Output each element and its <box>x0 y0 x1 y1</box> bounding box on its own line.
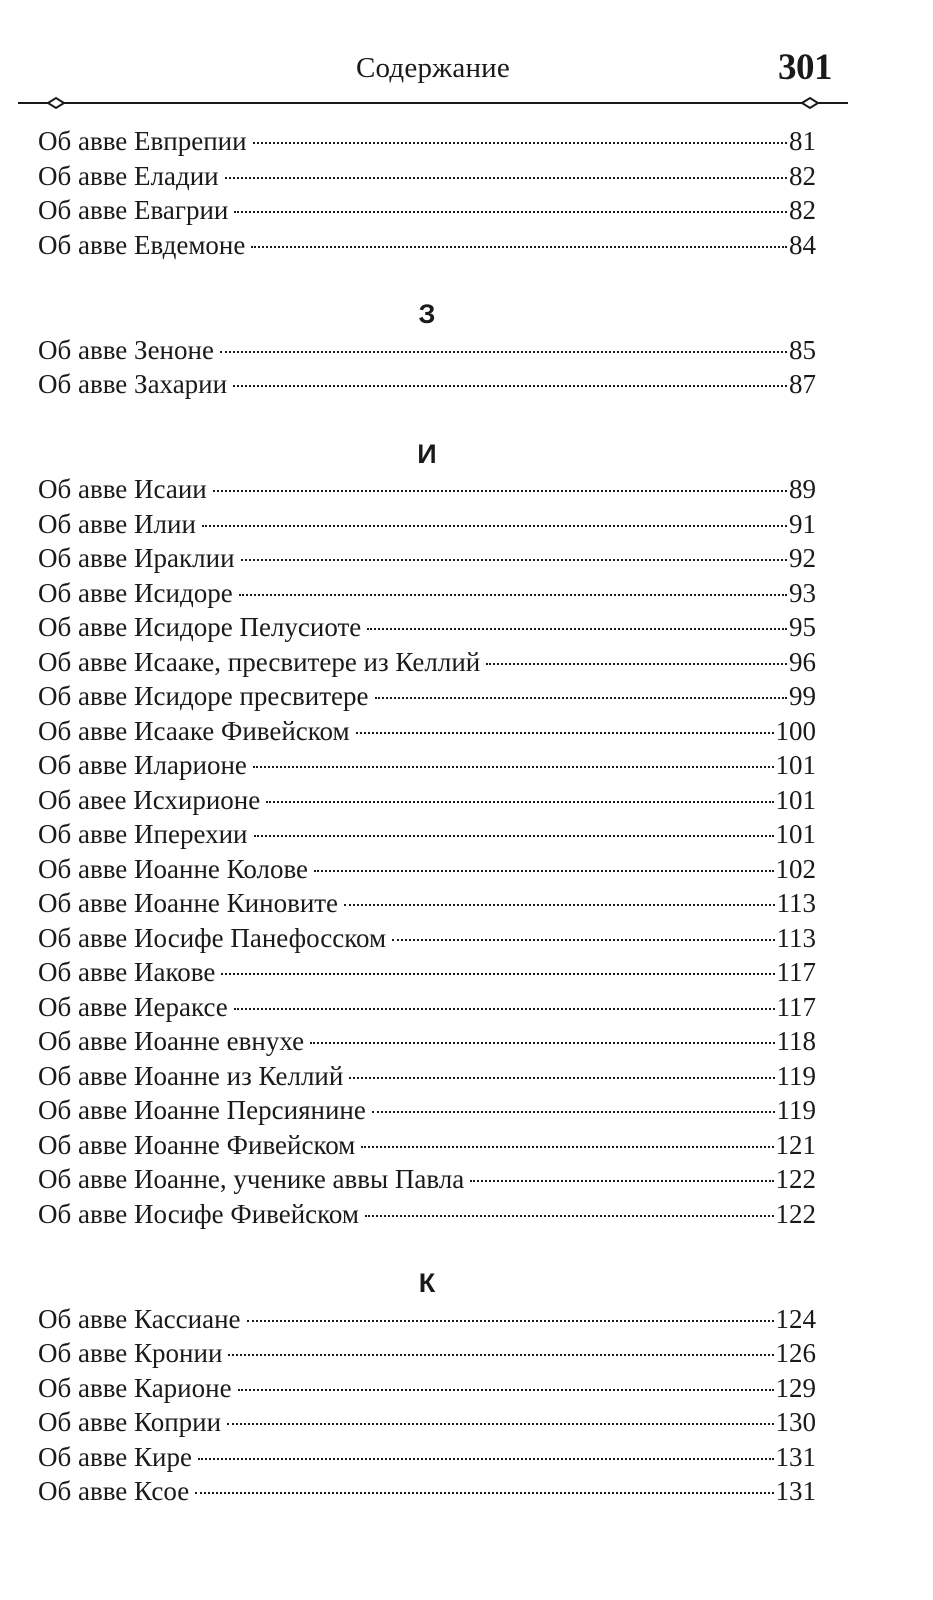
dot-leader <box>228 1354 773 1356</box>
toc-entry-title: Об авве Захарии <box>38 369 228 399</box>
dot-leader <box>253 766 774 768</box>
dot-leader <box>367 628 787 630</box>
toc-entry-title: Об авве Евагрии <box>38 195 229 225</box>
toc-entry-title: Об авве Иоанне, ученике аввы Павла <box>38 1164 465 1194</box>
toc-entry-page: 101 <box>775 750 816 780</box>
toc-entry-title: Об авве Евдемоне <box>38 229 246 260</box>
section-letter: К <box>418 1268 436 1298</box>
toc-entry[interactable] <box>38 1440 816 1475</box>
toc-entry-page: 101 <box>775 819 816 849</box>
toc-entry-page: 93 <box>789 577 816 608</box>
dot-leader <box>225 177 787 179</box>
toc-entry-page: 81 <box>789 126 816 156</box>
toc-entry[interactable] <box>38 124 816 159</box>
dot-leader <box>213 490 787 492</box>
toc-entry[interactable] <box>38 886 816 921</box>
toc-entry-page: 85 <box>789 334 816 365</box>
toc-entry-title: Об авве Ксое <box>38 1476 190 1506</box>
toc-entry-title: Об авве Иосифе Панефосском <box>38 922 387 953</box>
toc-entry-title: Об авве Зеноне <box>38 334 214 365</box>
dot-leader <box>198 1458 774 1460</box>
toc-entry-page: 119 <box>776 1060 816 1091</box>
dot-leader <box>365 1215 774 1217</box>
toc-entry[interactable] <box>38 507 816 542</box>
dot-leader <box>470 1180 773 1182</box>
toc-entry-title: Об авве Евпрепии <box>38 126 247 156</box>
toc-entry[interactable] <box>38 541 816 576</box>
toc-entry-title: Об авве Ираклии <box>38 543 235 573</box>
toc-entry[interactable] <box>38 1371 816 1406</box>
toc-entry-page: 102 <box>775 853 816 884</box>
dot-leader <box>266 801 773 803</box>
dot-leader <box>361 1146 773 1148</box>
dot-leader <box>310 1042 774 1044</box>
toc-entry-title: Об авве Иакове <box>38 957 216 987</box>
toc-entry-page: 91 <box>789 508 816 539</box>
toc-entry[interactable] <box>38 1405 816 1440</box>
dot-leader <box>392 939 774 941</box>
toc-entry[interactable] <box>38 367 816 402</box>
toc-entry-page: 99 <box>789 681 816 711</box>
toc-entry-title: Об авве Иоанне Персиянине <box>38 1095 366 1125</box>
toc-entry[interactable] <box>38 1162 816 1197</box>
dot-leader <box>372 1111 775 1113</box>
toc-entry-page: 126 <box>775 1338 816 1368</box>
page-number: 301 <box>778 47 832 88</box>
toc-entry[interactable] <box>38 576 816 611</box>
toc-entry-page: 100 <box>775 715 816 746</box>
toc-entry-title: Об авве Иоанне из Келлий <box>38 1060 344 1091</box>
toc-entry-title: Об авве Исидоре Пелусиоте <box>38 612 362 642</box>
toc-entry-page: 113 <box>776 888 816 918</box>
toc-entry-title: Об авве Кронии <box>38 1338 223 1368</box>
toc-entry[interactable] <box>38 1024 816 1059</box>
toc-entry[interactable] <box>38 679 816 714</box>
toc-entry-title: Об авве Исидоре пресвитере <box>38 681 369 711</box>
toc-entry-title: Об авве Кире <box>38 1441 192 1472</box>
section-letter: И <box>417 438 437 469</box>
dot-leader <box>195 1492 773 1494</box>
toc-entry[interactable] <box>38 472 816 507</box>
toc-entry[interactable] <box>38 610 816 645</box>
toc-entry-title: Об авве Еладии <box>38 160 219 191</box>
toc-entry[interactable] <box>38 921 816 956</box>
toc-entry-title: Об авве Иосифе Фивейском <box>38 1198 359 1229</box>
toc-entry-page: 113 <box>776 922 816 953</box>
toc-entry-page: 131 <box>775 1441 816 1472</box>
toc-entry-page: 130 <box>775 1407 816 1437</box>
toc-entry[interactable] <box>38 1059 816 1094</box>
toc-entry-title: Об авве Исааке Фивейском <box>38 715 350 746</box>
dot-leader <box>221 973 774 975</box>
toc-entry-title: Об авве Коприи <box>38 1407 222 1437</box>
toc-entry-title: Об авве Исааке, пресвитере из Келлий <box>38 646 481 677</box>
toc-entry[interactable] <box>38 990 816 1025</box>
section-letter: З <box>418 299 436 329</box>
running-head <box>18 44 848 100</box>
toc-entry[interactable] <box>38 159 816 194</box>
toc-entry-page: 122 <box>775 1164 816 1194</box>
dot-leader <box>344 904 774 906</box>
toc-entry-page: 82 <box>789 160 816 191</box>
dot-leader <box>239 594 787 596</box>
toc-entry[interactable] <box>38 817 816 852</box>
dot-leader <box>220 351 787 353</box>
dot-leader <box>349 1077 774 1079</box>
dot-leader <box>247 1320 774 1322</box>
dot-leader <box>253 142 787 144</box>
toc-entry[interactable] <box>38 1302 816 1337</box>
toc-entry-page: 87 <box>789 369 816 399</box>
dot-leader <box>251 246 787 248</box>
toc-entry[interactable] <box>38 852 816 887</box>
toc-entry-title: Об авве Исидоре <box>38 577 233 608</box>
toc-entry-title: Об авве Иоанне Фивейском <box>38 1129 356 1160</box>
toc-entry-page: 92 <box>789 543 816 573</box>
running-title: Содержание <box>356 52 510 84</box>
toc-entry-page: 96 <box>789 646 816 677</box>
toc-entry[interactable] <box>38 1093 816 1128</box>
toc-entry-page: 95 <box>789 612 816 642</box>
toc-entry-page: 117 <box>776 991 816 1022</box>
toc-entry-page: 84 <box>789 229 816 260</box>
toc-entry-page: 124 <box>775 1303 816 1334</box>
toc-entry-page: 117 <box>776 957 816 987</box>
toc-entry[interactable] <box>38 783 816 818</box>
dot-leader <box>227 1423 773 1425</box>
toc-entry[interactable] <box>38 1474 816 1509</box>
toc-entry-page: 101 <box>775 784 816 815</box>
toc-entry-page: 129 <box>775 1372 816 1403</box>
toc-entry[interactable] <box>38 645 816 680</box>
dot-leader <box>238 1389 774 1391</box>
toc-entry-page: 122 <box>775 1198 816 1229</box>
toc-entry-title: Об авве Илии <box>38 508 196 539</box>
toc-entry-title: Об авве Иоанне евнухе <box>38 1026 305 1056</box>
dot-leader <box>356 732 774 734</box>
dot-leader <box>234 1008 775 1010</box>
dot-leader <box>254 835 774 837</box>
toc-entry-page: 89 <box>789 474 816 504</box>
toc-entry[interactable] <box>38 714 816 749</box>
toc-entry-title: Об авве Иераксе <box>38 991 228 1022</box>
dot-leader <box>375 697 788 699</box>
dot-leader <box>233 385 787 387</box>
toc-entry-page: 118 <box>776 1026 816 1056</box>
dot-leader <box>241 559 787 561</box>
ornamental-rule <box>18 96 848 110</box>
toc-entry-page: 82 <box>789 195 816 225</box>
table-of-contents <box>38 124 816 1509</box>
toc-entry[interactable] <box>38 333 816 368</box>
toc-entry-title: Об авве Иоанне Колове <box>38 853 309 884</box>
toc-entry[interactable] <box>38 1197 816 1232</box>
toc-entry-title: Об авве Исаии <box>38 474 207 504</box>
toc-entry[interactable] <box>38 1336 816 1371</box>
toc-entry[interactable] <box>38 1128 816 1163</box>
dot-leader <box>486 663 787 665</box>
toc-entry[interactable] <box>38 748 816 783</box>
toc-entry-title: Об авее Исхирионе <box>38 784 261 815</box>
toc-entry-title: Об авве Иоанне Киновите <box>38 888 339 918</box>
dot-leader <box>314 870 773 872</box>
toc-entry-title: Об авве Карионе <box>38 1372 232 1403</box>
toc-entry[interactable] <box>38 228 816 263</box>
toc-entry-page: 121 <box>775 1129 816 1160</box>
toc-entry[interactable] <box>38 955 816 990</box>
toc-entry-page: 119 <box>776 1095 816 1125</box>
dot-leader <box>234 211 787 213</box>
toc-entry-title: Об авве Кассиане <box>38 1303 241 1334</box>
toc-entry[interactable] <box>38 193 816 228</box>
toc-entry-title: Об авве Иперехии <box>38 819 248 849</box>
toc-entry-page: 131 <box>775 1476 816 1506</box>
toc-entry-title: Об авве Иларионе <box>38 750 247 780</box>
dot-leader <box>202 525 787 527</box>
